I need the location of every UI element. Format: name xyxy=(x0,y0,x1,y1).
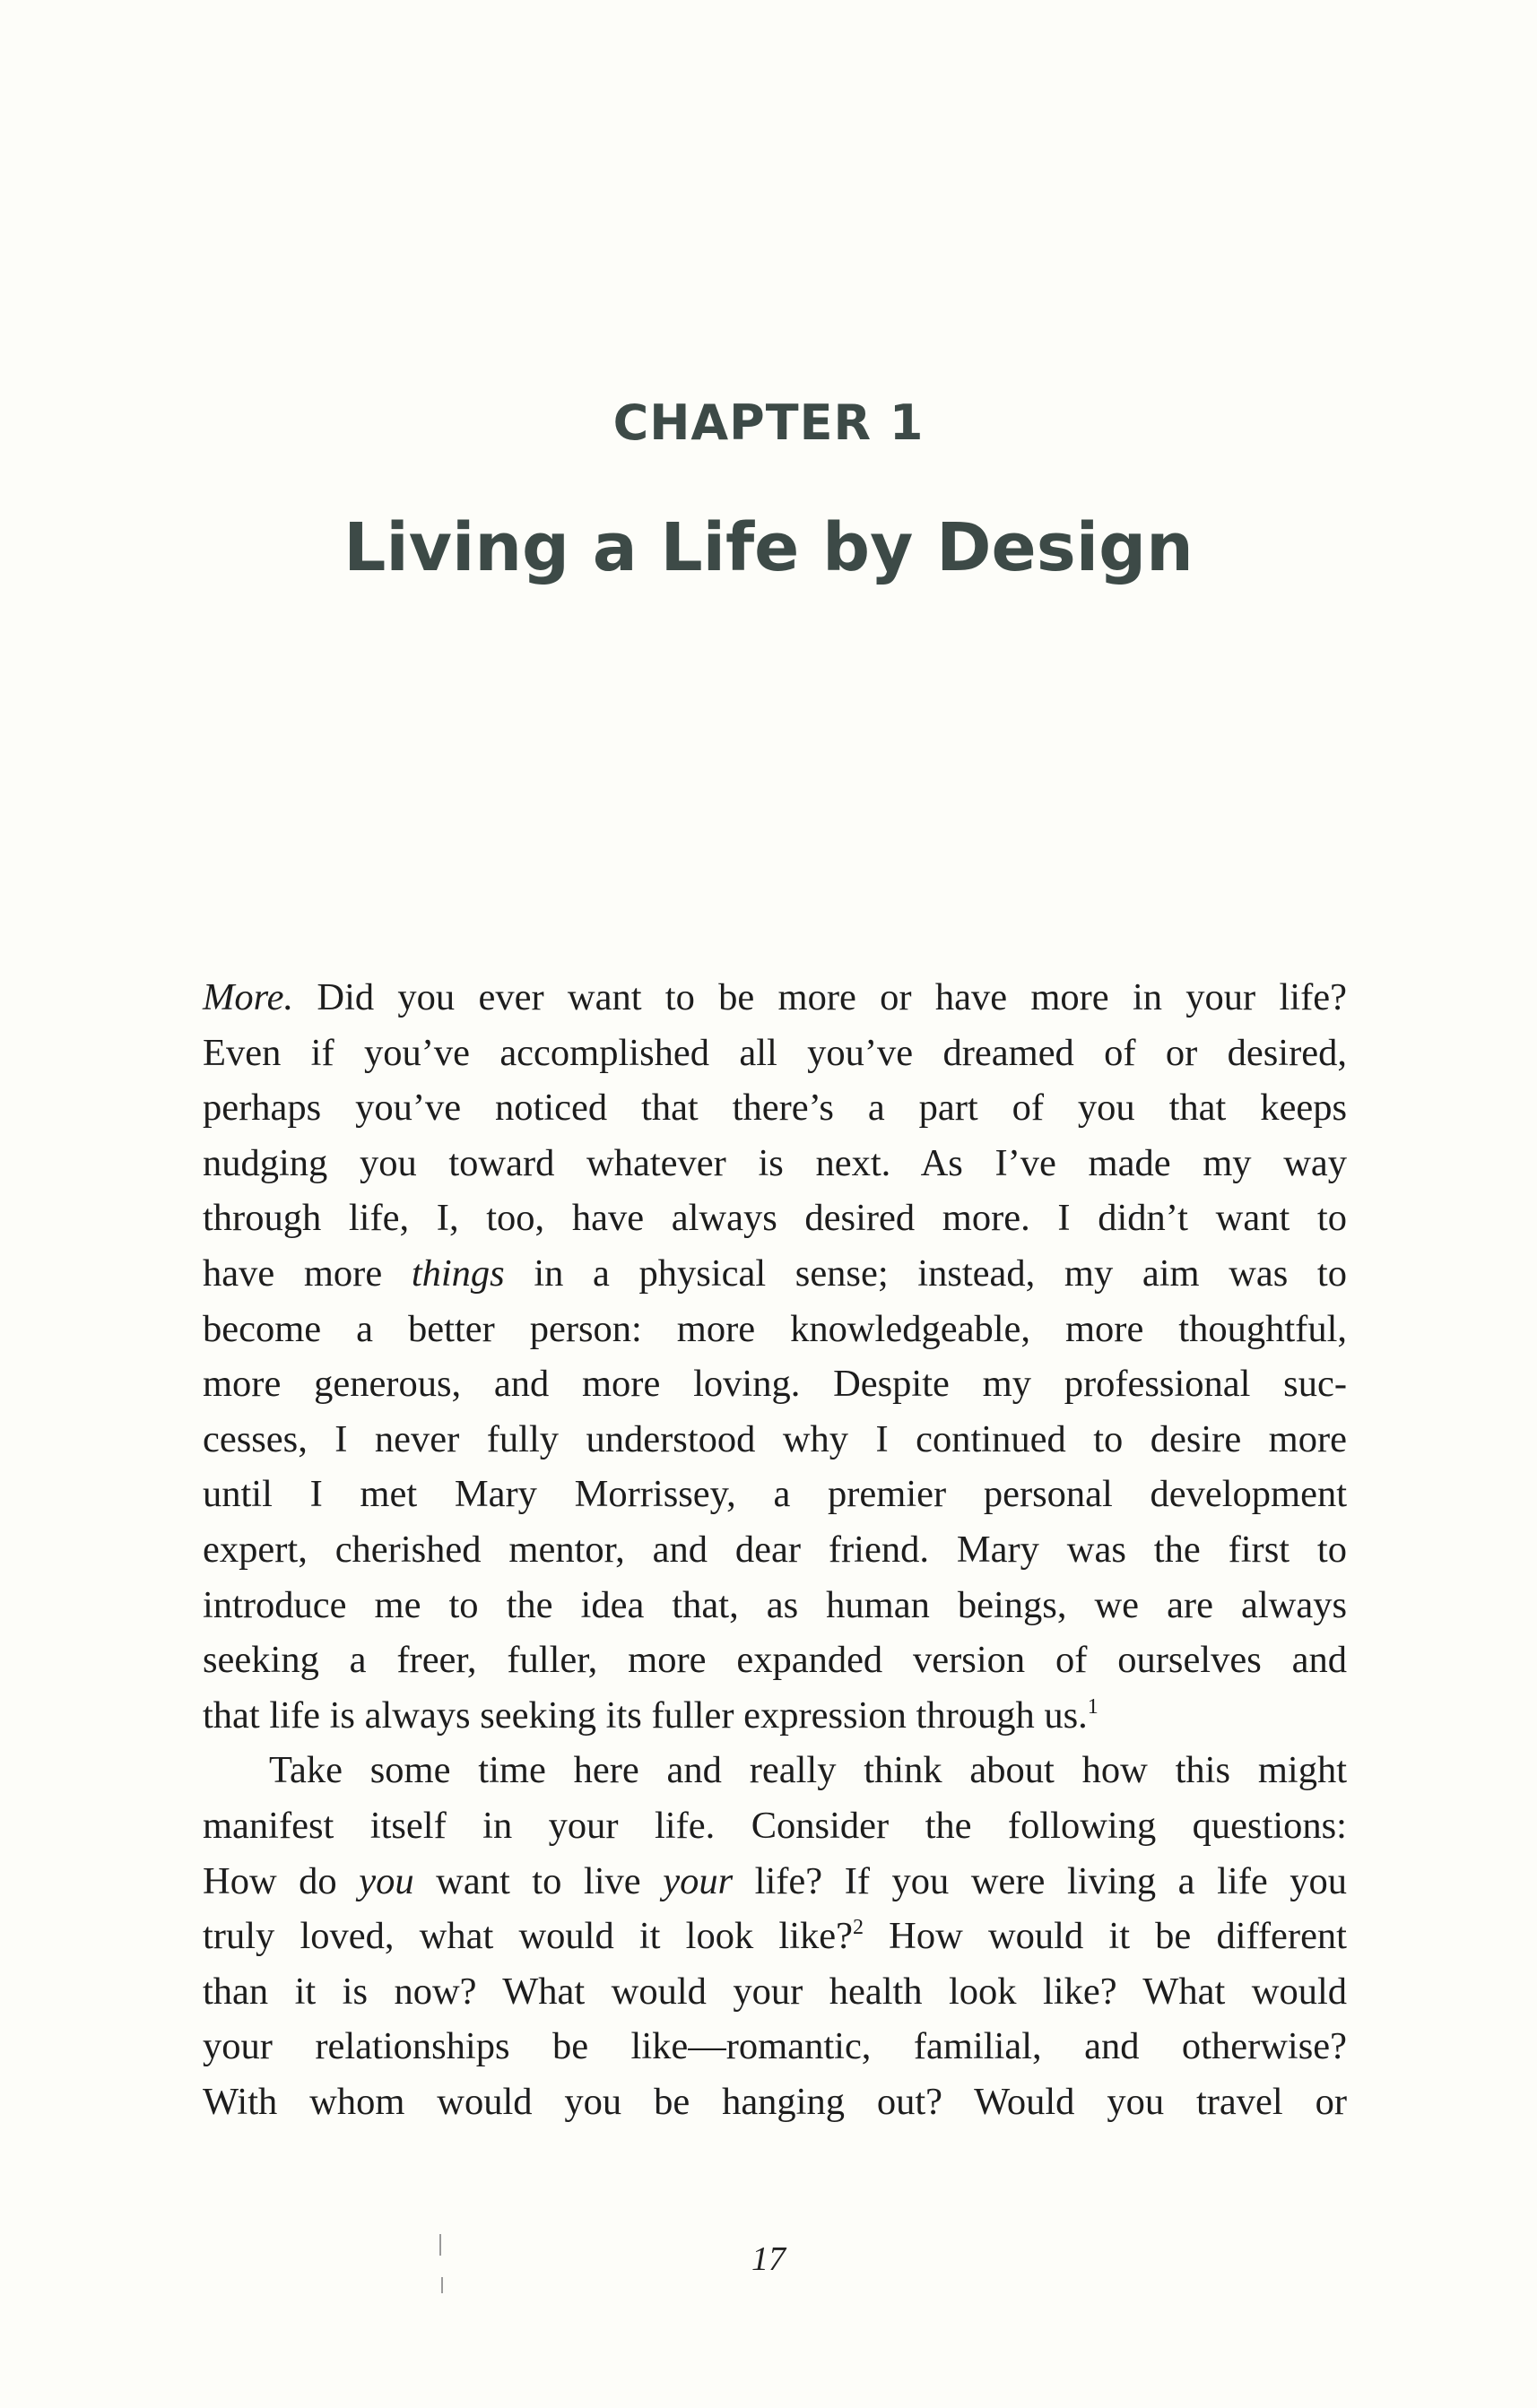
text-line xyxy=(203,2019,1347,2075)
text-line xyxy=(203,1026,1347,1081)
scan-mark xyxy=(439,2234,441,2256)
paragraph xyxy=(203,1743,1347,2129)
text-segment: nudging you toward whatever is next. As I’ve made my way xyxy=(203,1141,1347,1184)
paragraph xyxy=(203,970,1347,1743)
text-segment: life? If you were living a life you xyxy=(733,1859,1348,1902)
text-line xyxy=(203,1909,1347,1964)
text-segment: seeking a freer, fuller, more expanded version of ourselves and xyxy=(203,1639,1347,1682)
text-line xyxy=(203,1522,1347,1578)
text-line xyxy=(203,1798,1347,1854)
emphasis-text: you xyxy=(359,1859,414,1902)
text-line xyxy=(203,1854,1347,1910)
text-line xyxy=(203,1302,1347,1357)
text-line xyxy=(203,2075,1347,2130)
text-line xyxy=(203,1633,1347,1688)
text-segment: more generous, and more loving. Despite my professional suc- xyxy=(203,1363,1347,1406)
footnote-marker: 2 xyxy=(852,1916,864,1940)
text-line xyxy=(203,1578,1347,1633)
text-line xyxy=(203,1246,1347,1302)
text-segment: manifest itself in your life. Consider the following questions: xyxy=(203,1804,1347,1847)
text-line xyxy=(203,970,1347,1026)
text-segment: perhaps you’ve noticed that there’s a part of you that keeps xyxy=(203,1087,1347,1130)
text-segment: than it is now? What would your health look like? What would xyxy=(203,1970,1347,2013)
emphasis-text: More. xyxy=(203,976,294,1018)
text-segment: your relationships be like—romantic, familial, and otherwise? xyxy=(203,2025,1347,2068)
text-segment: through life, I, too, have always desired more. I didn’t want to xyxy=(203,1197,1347,1240)
text-segment: expert, cherished mentor, and dear friend. Mary was the first to xyxy=(203,1528,1347,1571)
scan-mark xyxy=(441,2277,443,2293)
text-segment: Even if you’ve accomplished all you’ve dreamed of or desired, xyxy=(203,1031,1347,1074)
text-line xyxy=(203,1964,1347,2020)
text-segment: Take some time here and really think about how this might xyxy=(269,1749,1347,1792)
text-segment: How do xyxy=(203,1859,360,1902)
emphasis-text: your xyxy=(663,1859,734,1902)
page-number: 17 xyxy=(751,2240,786,2278)
text-segment: cesses, I never fully understood why I continued to desire more xyxy=(203,1417,1347,1460)
text-segment: With whom would you be hanging out? Would you travel or xyxy=(203,2080,1347,2123)
text-line xyxy=(203,1080,1347,1136)
text-line xyxy=(203,1688,1347,1744)
text-segment: want to live xyxy=(413,1859,664,1902)
text-segment: have more xyxy=(203,1252,412,1295)
text-line xyxy=(203,1356,1347,1412)
text-line xyxy=(203,1467,1347,1522)
footnote-marker: 1 xyxy=(1087,1694,1098,1719)
text-segment: truly loved, what would it look like? xyxy=(203,1915,853,1958)
text-line xyxy=(203,1743,1347,1798)
chapter-title: Living a Life by Design xyxy=(343,509,1194,586)
text-segment: until I met Mary Morrissey, a premier personal development xyxy=(203,1473,1347,1516)
text-line xyxy=(203,1136,1347,1191)
text-segment: in a physical sense; instead, my aim was to xyxy=(504,1252,1347,1295)
text-line xyxy=(203,1191,1347,1246)
emphasis-text: things xyxy=(411,1252,505,1295)
body-text xyxy=(203,970,1347,2129)
text-line xyxy=(203,1412,1347,1468)
text-segment: Did you ever want to be more or have more in your life? xyxy=(293,976,1347,1018)
chapter-label: CHAPTER 1 xyxy=(612,394,925,451)
text-segment: that life is always seeking its fuller expression through us. xyxy=(203,1693,1088,1737)
text-segment: become a better person: more knowledgeable, more thoughtful, xyxy=(203,1307,1347,1350)
text-segment: How would it be different xyxy=(863,1915,1347,1958)
text-segment: introduce me to the idea that, as human beings, we are always xyxy=(203,1583,1347,1626)
